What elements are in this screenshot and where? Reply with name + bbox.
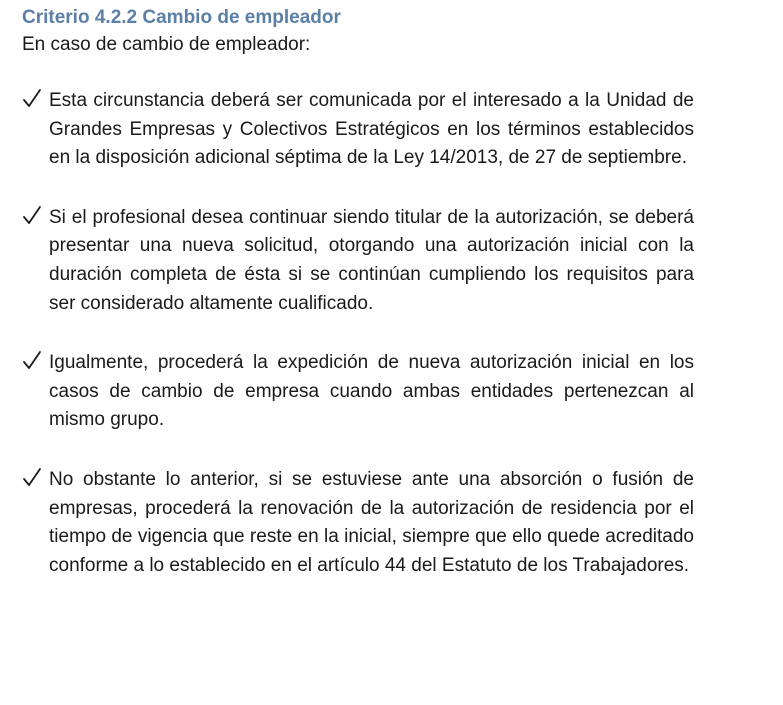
check-mark-icon [22,88,42,110]
list-item [22,87,694,173]
list-item-text: Igualmente, procederá la expedición de nueva autorización inicial en los casos de cambio de empresa cuando ambas entidades pertenezcan al mismo grupo. [49,352,694,431]
check-mark-icon [22,350,42,372]
intro-paragraph: En caso de cambio de empleador: [22,34,311,55]
section-heading: Criterio 4.2.2 Cambio de empleador [22,7,341,28]
check-mark-icon [22,205,42,227]
list-item-text: No obstante lo anterior, si se estuviese ante una absorción o fusión de empresas, procederá la renovación de la autorización de residencia por el tiempo de vigencia que reste en la inicial, siempre que ello quede acreditado conforme a lo establecido en el artículo 44 del Estatuto de los Trabajadores. [49,468,694,576]
list-item-text: Esta circunstancia deberá ser comunicada por el interesado a la Unidad de Grandes Empresas y Colectivos Estratégicos en los términos establecidos en la disposición adicional séptima de la Ley 14/2013, de 27 de septiembre. [49,90,694,169]
list-item-text: Si el profesional desea continuar siendo titular de la autorización, se deberá presentar una nueva solicitud, otorgando una autorización inicial con la duración completa de ésta si se continúan cumpliendo los requisitos para ser considerado altamente cualificado. [49,206,694,314]
list-item [22,349,694,435]
document-page [22,6,694,611]
criteria-list [22,87,694,580]
list-item [22,466,694,580]
list-item [22,204,694,318]
check-mark-icon [22,467,42,489]
